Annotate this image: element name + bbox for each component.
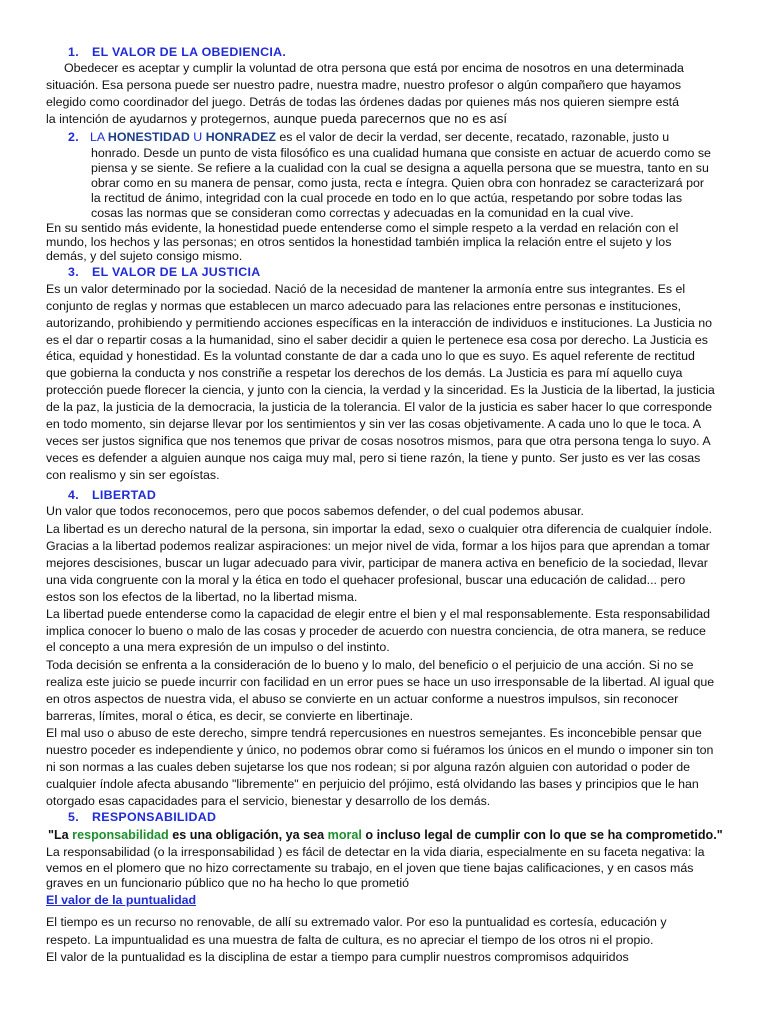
line: conjunto de reglas y normas que establecen un marco adecuado para las relaciones entre personas e instituciones, [46,299,682,313]
line: estos son los efectos de la libertad, no la libertad misma. [46,590,358,604]
text-span: o incluso legal de cumplir con lo que se ha comprometido." [361,828,723,842]
line: obrar como en su manera de pensar, como justa, recta e íntegra. Quien obra con honradez se caracterizará por [91,176,704,190]
line: La responsabilidad (o la irresponsabilidad ) es fácil de detectar en la vida diaria, especialmente en su faceta negativa: la [46,845,705,859]
honestidad-first-line [68,130,748,145]
line: Gracias a la libertad podemos realizar aspiraciones: un mejor nivel de vida, formar a los hijos para que aprendan a tomar [46,539,710,553]
line: La libertad puede entenderse como la capacidad de elegir entre el bien y el mal responsablemente. Esta responsabilidad [46,607,711,621]
line: el concepto a una mera expresión de un impulso o del instinto. [46,640,390,654]
heading-text: LIBERTAD [92,488,157,502]
line: Un valor que todos reconocemos, pero que pocos sabemos defender, o del cual podemos abusar. [46,504,584,518]
line: en otros aspectos de nuestra vida, el abuso se convierte en un actuar conforme a nuestros impulsos, sin reconocer [46,692,679,706]
text-span: la intención de ayudarnos y protegernos, [46,112,270,126]
heading-number: 4. [68,488,79,502]
honestidad-term: HONESTIDAD [107,130,190,144]
text-span: LA [90,130,108,144]
line: autorizando, prohibiendo y permitiendo acciones específicas en la interacción de individuos e instituciones. La Justicia no [46,316,713,330]
line: cosas las normas que se consideran como correctas y adecuadas en la comunidad en la cual vive. [91,206,634,220]
heading-libertad [68,488,758,503]
puntualidad-heading-line [46,893,736,908]
line: cualquier índole afecta abusando "libremente" en perjuicio del prójimo, está olvidando las bases y principios que le han [46,777,699,791]
line: situación. Esa persona puede ser nuestro padre, nuestra madre, nuestro profesor o algún compañero que hayamos [46,78,682,92]
line: elegido como coordinador del juego. Detrás de todas las órdenes dadas por quienes más nos quieren siempre está [46,95,679,109]
line: es el dar o repartir cosas a la humanidad, sino el saber decidir a quien le pertenece esa cosa por derecho. La Justicia es [46,333,708,347]
line: en todo momento, sin dejarse llevar por los sentimientos y sin ver las cosas objetivamente. A cada uno lo que le toca. A [46,417,702,431]
line: En su sentido más evidente, la honestidad puede entenderse como el simple respeto a la verdad en relación con el [46,221,679,235]
line: nuestro poceder es independiente y único, no podemos obrar como si fuéramos los únicos en el mundo o imponer sin ton [46,743,714,757]
line: barreras, límites, moral o ética, es decir, se convierte en libertinaje. [46,709,414,723]
heading-justicia [68,265,758,280]
line: Obedecer es aceptar y cumplir la voluntad de otra persona que está por encima de nosotros en una determinada [64,61,684,75]
text-span: U [189,130,206,144]
line: que gobierna la conducta y nos constriñe a respetar los derechos de los demás. La Justicia es para mí aquello cuya [46,366,683,380]
moral-term: moral [327,828,362,842]
honradez-term: HONRADEZ [205,130,276,144]
line: de la paz, la justicia de la democracia, la justicia de la tolerancia. El valor de la justicia es saber hacer lo que corresponde [46,400,713,414]
heading-number: 5. [68,810,79,824]
heading-text: EL VALOR DE LA JUSTICIA [92,265,261,279]
text-span: es el valor de decir la verdad, ser decente, recatado, razonable, justo u [275,130,670,144]
heading-responsabilidad [68,810,758,825]
text-span: aunque pueda parecernos que no es así [269,111,507,126]
line: veces es defender a alguien aunque nos caiga muy mal, pero si tiene razón, la tiene y punto. Ser justo es ver las cosas [46,451,701,465]
heading-obediencia [68,45,758,60]
line: piensa y se siente. Se refiere a la cualidad con la cual se designa a aquella persona que se muestra, tanto en su [91,161,709,175]
line: graves en un funcionario público que no ha hecho lo que prometió [46,876,410,890]
line: con realismo y sin ser egoístas. [46,468,220,482]
line: vemos en el plomero que no hizo correctamente su trabajo, en el joven que tiene bajas calificaciones, y en casos más [46,861,694,875]
line: ni son normas a las cuales deben sujetarse los que nos rodean; si por alguna razón alguien con autoridad o poder de [46,760,691,774]
line: realiza este juicio se puede incurrir con facilidad en un error pues se hace un uso irresponsable de la libertad. Al igual que [46,675,715,689]
line: Es un valor determinado por la sociedad. Nació de la necesidad de mantener la armonía entre sus integrantes. Es el [46,282,686,296]
heading-number: 3. [68,265,79,279]
responsabilidad-term: responsabilidad [72,828,169,842]
puntualidad-heading-link[interactable]: El valor de la puntualidad [46,893,197,907]
line: respeto. La impuntualidad es una muestra de falta de cultura, es no apreciar el tiempo de los otros ni el propio. [46,933,654,947]
line: otorgado esas capacidades para el servicio, bienestar y desarrollo de los demás. [46,794,491,808]
heading-text: RESPONSABILIDAD [92,810,217,824]
line: demás, y del sujeto consigo mismo. [46,249,243,263]
heading-number: 2. [68,130,79,144]
line: La libertad es un derecho natural de la persona, sin importar la edad, sexo o cualquier otra diferencia de cualquier índole. [46,522,713,536]
line: implica conocer lo bueno o malo de las cosas y proceder de acuerdo con nuestra conciencia, de otra manera, se reduce [46,624,706,638]
paragraph-line [46,111,736,127]
line: la rectitud de ánimo, integridad con la cual procede en todo en lo que actúa, respetando por sobre todas las [91,191,683,205]
heading-number: 1. [68,45,79,59]
line: mejores descisiones, buscar un lugar adecuado para vivir, participar de manera activa en beneficio de la sociedad, llevar [46,556,708,570]
line: Toda decisión se enfrenta a la consideración de lo bueno y lo malo, del beneficio o el perjuicio de una acción. Si no se [46,658,694,672]
line: ética, equidad y honestidad. Es la voluntad constante de dar a cada uno lo que es suyo. Es aquel referente de rectitud [46,349,695,363]
line: El valor de la puntualidad es la disciplina de estar a tiempo para cumplir nuestros compromisos adquiridos [46,950,629,964]
heading-text: EL VALOR DE LA OBEDIENCIA. [92,45,287,59]
text-span: es una obligación, ya sea [168,828,328,842]
line: El tiempo es un recurso no renovable, de allí su extremado valor. Por eso la puntualidad es cortesía, educación y [46,915,667,929]
line: mundo, los hechos y las personas; en otros sentidos la honestidad también implica la relación entre el sujeto y los [46,235,672,249]
line: El mal uso o abuso de este derecho, simpre tendrá repercusiones en nuestros semejantes. Es inconcebible pensar que [46,726,702,740]
line: protección puede florecer la ciencia, y junto con la ciencia, la verdad y la sinceridad. Es la Justicia de la libertad, la justicia [46,383,715,397]
line: honrado. Desde un punto de vista filosófico es una cualidad humana que consiste en actuar de acuerdo como se [91,146,711,160]
line: una vida congruente con la moral y la ética en todo el quehacer profesional, buscar una educación de calidad... pero [46,573,686,587]
line: veces ser justos significa que nos tenemos que privar de cosas nosotros mismos, para que otra persona tenga lo suyo. A [46,434,711,448]
text-span: "La [48,828,73,842]
responsabilidad-quote [48,828,738,843]
